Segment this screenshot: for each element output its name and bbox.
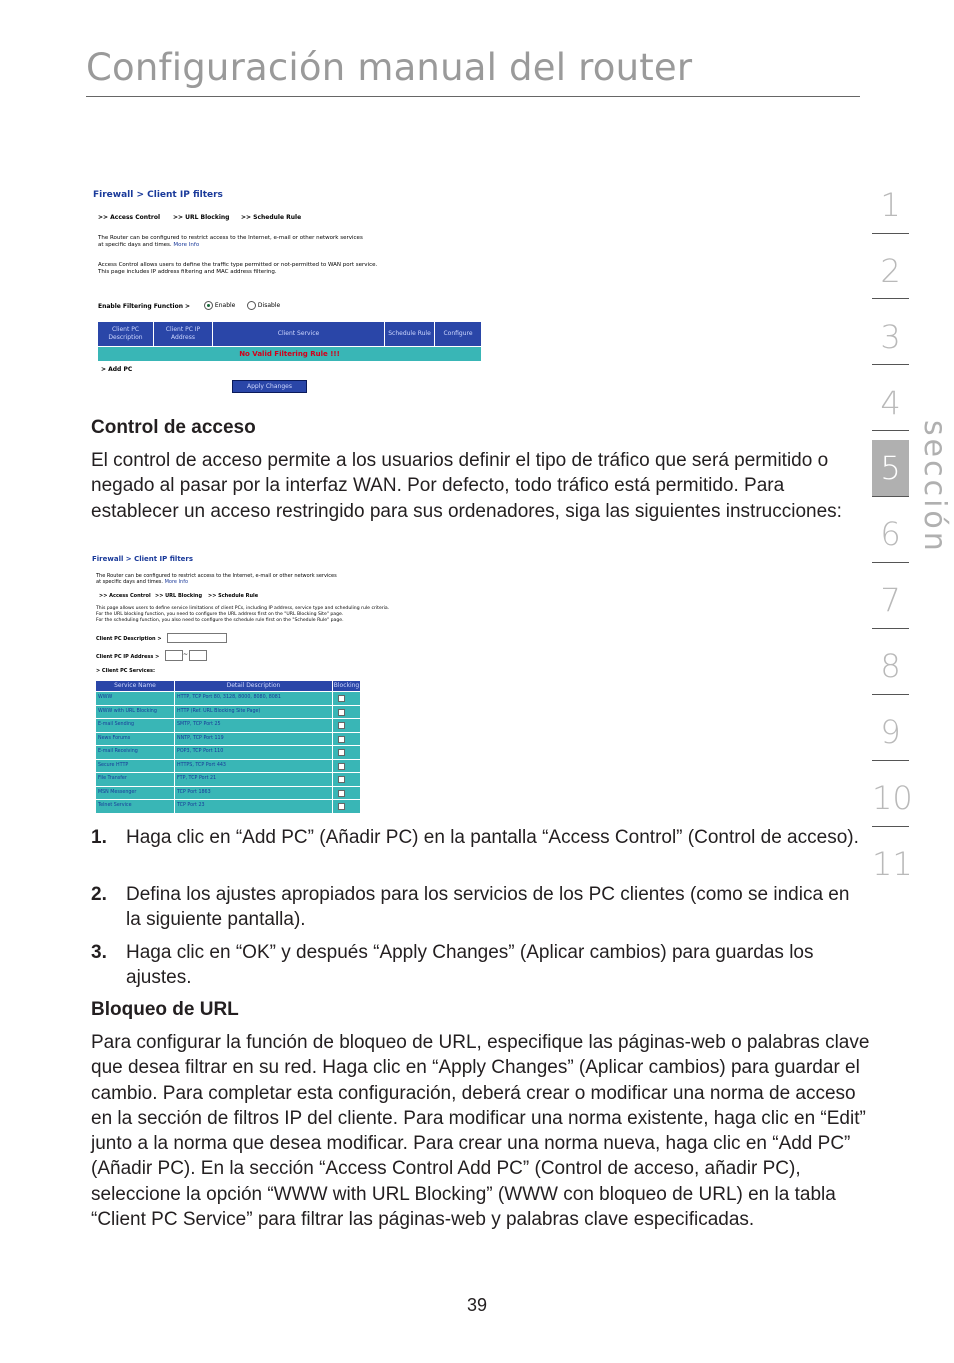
service-name: News Forums xyxy=(96,733,174,746)
step-text: Defina los ajustes apropiados para los servicios de los PC clientes (como se indica en la siguiente pantalla). xyxy=(126,884,850,931)
description-text: For the URL blocking function, you need to configure the URL address first on the "URL Blocking Site" page. xyxy=(96,612,344,617)
more-info-link[interactable]: More Info xyxy=(164,579,189,585)
services-table xyxy=(96,681,360,819)
tab-schedule-rule[interactable]: >> Schedule Rule xyxy=(208,593,259,599)
section-number-4: 4 xyxy=(880,384,901,422)
column-header: Client PC Description xyxy=(98,322,153,346)
description-text: at specific days and times. More Info xyxy=(98,242,200,248)
service-detail: SMTP, TCP Port 25 xyxy=(175,719,332,732)
service-name: WWW xyxy=(96,692,174,705)
section-divider xyxy=(872,826,909,827)
section-divider xyxy=(872,233,909,234)
service-name: Secure HTTP xyxy=(96,760,174,773)
section-divider xyxy=(872,364,909,365)
section-number-2: 2 xyxy=(880,252,901,290)
description-text: For the scheduling function, you also need to configure the schedule rule first on the "Schedule Rule" page. xyxy=(96,618,344,623)
step-text: Haga clic en “Add PC” (Añadir PC) en la pantalla “Access Control” (Control de acceso). xyxy=(126,827,859,848)
disable-radio[interactable]: Disable xyxy=(247,301,280,310)
service-name: E-mail Receiving xyxy=(96,746,174,759)
section-divider xyxy=(872,430,909,431)
screenshot-add-pc xyxy=(90,551,420,821)
column-header: Detail Description xyxy=(175,681,332,691)
blocking-checkbox[interactable] xyxy=(338,736,345,743)
service-detail: NNTP, TCP Port 119 xyxy=(175,733,332,746)
description-text: The Router can be configured to restrict access to the Internet, e-mail or other network services xyxy=(96,573,337,579)
column-header: Configure xyxy=(435,322,481,346)
blocking-checkbox[interactable] xyxy=(338,722,345,729)
blocking-checkbox[interactable] xyxy=(338,695,345,702)
section-number-6: 6 xyxy=(880,515,901,553)
section-number-5-active: 5 xyxy=(872,440,909,496)
blocking-cell xyxy=(333,706,360,719)
section-divider xyxy=(872,298,909,299)
service-name: File Transfer xyxy=(96,773,174,786)
blocking-cell xyxy=(333,733,360,746)
column-header: Client Service xyxy=(213,322,384,346)
service-detail: HTTPS, TCP Port 443 xyxy=(175,760,332,773)
enable-radio[interactable]: Enable xyxy=(204,301,235,310)
step-number: 3. xyxy=(91,942,107,963)
heading-url-blocking: Bloqueo de URL xyxy=(91,999,239,1020)
enable-filtering-label: Enable Filtering Function > xyxy=(98,303,191,310)
table-row xyxy=(96,760,360,773)
paragraph-access-control: El control de acceso permite a los usuarios definir el tipo de tráfico que será permitido o negado al pasar por la interfaz WAN. Por defecto, todo tráfico está permitido. Para establecer un acceso restringido para sus ordenadores, siga las siguientes instrucciones: xyxy=(91,450,842,522)
description-text: Access Control allows users to define the traffic type permitted or not-permitted to WAN port service. xyxy=(98,262,378,268)
table-row xyxy=(96,746,360,759)
blocking-cell xyxy=(333,692,360,705)
table-row xyxy=(96,787,360,800)
service-name: MSN Messenger xyxy=(96,787,174,800)
heading-access-control: Control de acceso xyxy=(91,417,256,438)
section-number-1: 1 xyxy=(880,186,901,224)
section-number-10: 10 xyxy=(872,779,913,817)
apply-changes-button[interactable]: Apply Changes xyxy=(232,380,307,393)
more-info-link[interactable]: More Info xyxy=(173,242,200,248)
breadcrumb: Firewall > Client IP filters xyxy=(93,190,223,200)
no-rule-message: No Valid Filtering Rule !!! xyxy=(98,347,481,361)
description-text: at specific days and times. More Info xyxy=(96,579,189,585)
section-number-7: 7 xyxy=(880,581,901,619)
blocking-cell xyxy=(333,746,360,759)
service-name: Telnet Service xyxy=(96,800,174,813)
table-row xyxy=(96,706,360,719)
blocking-checkbox[interactable] xyxy=(338,803,345,810)
tab-access-control[interactable]: >> Access Control xyxy=(99,593,151,599)
add-pc-link[interactable]: > Add PC xyxy=(101,366,133,373)
services-label: > Client PC Services: xyxy=(96,668,155,674)
tab-url-blocking[interactable]: >> URL Blocking xyxy=(173,214,230,221)
service-detail: FTP, TCP Port 21 xyxy=(175,773,332,786)
section-number-3: 3 xyxy=(880,318,901,356)
section-number-8: 8 xyxy=(880,647,901,685)
table-row xyxy=(96,733,360,746)
service-name: E-mail Sending xyxy=(96,719,174,732)
blocking-checkbox[interactable] xyxy=(338,790,345,797)
description-input[interactable] xyxy=(167,633,227,643)
description-text: This page includes IP address filtering and MAC address filtering. xyxy=(98,269,277,275)
description-label: Client PC Description > xyxy=(96,636,162,642)
column-header: Schedule Rule xyxy=(385,322,434,346)
blocking-checkbox[interactable] xyxy=(338,776,345,783)
table-row xyxy=(96,692,360,705)
list-item xyxy=(91,882,866,933)
service-detail: TCP Port 1863 xyxy=(175,787,332,800)
column-header: Client PC IP Address xyxy=(154,322,212,346)
table-row xyxy=(96,800,360,813)
ip-separator: ~ xyxy=(183,651,189,658)
blocking-cell xyxy=(333,800,360,813)
step-number: 1. xyxy=(91,827,107,848)
section-number-11: 11 xyxy=(872,845,913,883)
section-divider xyxy=(872,628,909,629)
description-text: The Router can be configured to restrict access to the Internet, e-mail or other network services xyxy=(98,235,363,241)
service-detail: HTTP, TCP Port 80, 3128, 8000, 8080, 8081 xyxy=(175,692,332,705)
blocking-cell xyxy=(333,787,360,800)
section-divider xyxy=(872,760,909,761)
section-divider xyxy=(872,694,909,695)
ip-end-input[interactable] xyxy=(189,650,207,661)
page-number: 39 xyxy=(466,1295,488,1315)
list-item xyxy=(91,825,866,850)
paragraph-url-blocking: Para configurar la función de bloqueo de URL, especifique las páginas-web o palabras clave que desea filtrar en su red. Haga clic en “Apply Changes” (Aplicar cambios) para guardar el cambio. Para completar esta configuración, deberá crear o modificar una norma de acceso en la sección de filtros IP del cliente. Para modificar una norma existente, haga clic en “Edit” junto a la norma que desea modificar. Para crear una norma nueva, haga clic en “Add PC” (Añadir PC). En la sección “Access Control Add PC” (Control de acceso, añadir PC), seleccione la opción “WWW with URL Blocking” (WWW con bloqueo de URL) en la tabla “Client PC Service” para filtrar las páginas-web y palabras clave especificadas. xyxy=(91,1032,870,1231)
service-detail: TCP Port 23 xyxy=(175,800,332,813)
step-text: Haga clic en “OK” y después “Apply Changes” (Aplicar cambios) para guardas los ajustes. xyxy=(126,942,814,989)
section-number-9: 9 xyxy=(880,713,901,751)
service-detail: HTTP (Ref. URL Blocking Site Page) xyxy=(175,706,332,719)
table-row xyxy=(96,719,360,732)
tab-schedule-rule[interactable]: >> Schedule Rule xyxy=(241,214,302,221)
column-header: Blocking xyxy=(333,682,360,689)
title-divider xyxy=(86,96,860,97)
service-name: WWW with URL Blocking xyxy=(96,706,174,719)
ip-address-label: Client PC IP Address > xyxy=(96,654,160,660)
blocking-checkbox[interactable] xyxy=(338,709,345,716)
ip-start-input[interactable] xyxy=(165,650,183,661)
blocking-cell xyxy=(333,719,360,732)
service-detail: POP3, TCP Port 110 xyxy=(175,746,332,759)
tab-url-blocking[interactable]: >> URL Blocking xyxy=(155,593,203,599)
blocking-cell xyxy=(333,773,360,786)
description-text: This page allows users to define service limitations of client PCs, including IP address, service type and scheduling rule criteria. xyxy=(96,606,390,611)
section-divider xyxy=(872,562,909,563)
blocking-cell xyxy=(333,760,360,773)
section-divider xyxy=(872,496,909,497)
table-row xyxy=(96,773,360,786)
tab-access-control[interactable]: >> Access Control xyxy=(98,214,161,221)
list-item xyxy=(91,940,866,991)
section-label: sección xyxy=(917,420,952,554)
page-title: Configuración manual del router xyxy=(86,46,693,89)
column-header: Service Name xyxy=(96,681,174,691)
screenshot-access-control xyxy=(90,186,490,396)
blocking-checkbox[interactable] xyxy=(338,749,345,756)
blocking-checkbox[interactable] xyxy=(338,763,345,770)
breadcrumb: Firewall > Client IP filters xyxy=(92,555,194,563)
step-number: 2. xyxy=(91,884,107,905)
